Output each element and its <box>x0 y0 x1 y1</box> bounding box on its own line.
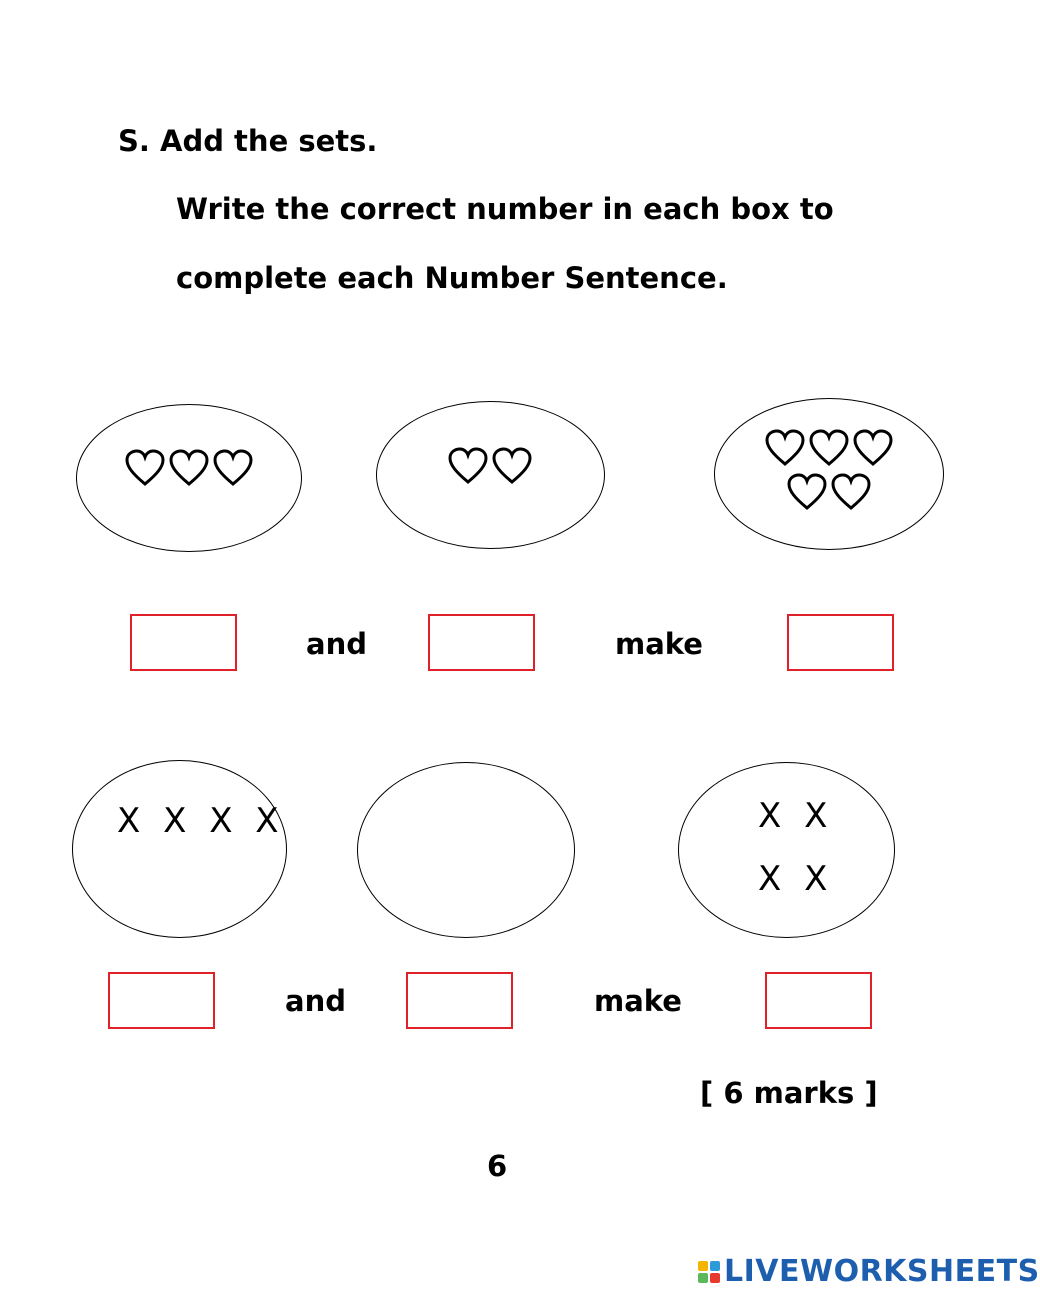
cross-group-row2-3-bottom: X X <box>758 859 834 899</box>
heart-group-row1-2 <box>446 446 534 486</box>
word-and-row2: and <box>285 984 346 1018</box>
word-and-row1: and <box>306 627 367 661</box>
heart-group-row1-3-top <box>763 428 895 468</box>
heart-group-row1-3-bottom <box>785 472 873 512</box>
answer-box-row2-2[interactable] <box>406 972 513 1029</box>
answer-box-row2-1[interactable] <box>108 972 215 1029</box>
heart-icon <box>785 472 829 512</box>
cross-group-row2-1: X X X X <box>117 801 285 841</box>
instruction-line-2: complete each Number Sentence. <box>176 261 728 295</box>
marks-label: [ 6 marks ] <box>700 1076 878 1110</box>
heart-icon <box>167 448 211 488</box>
set-oval-row2-2 <box>357 762 575 938</box>
cross-group-row2-3-top: X X <box>758 796 834 836</box>
brand-logo <box>698 1254 1040 1289</box>
heart-icon <box>123 448 167 488</box>
word-make-row1: make <box>615 627 703 661</box>
answer-box-row1-2[interactable] <box>428 614 535 671</box>
heart-icon <box>829 472 873 512</box>
liveworksheets-logo-icon <box>698 1261 720 1283</box>
heart-icon <box>490 446 534 486</box>
heart-icon <box>807 428 851 468</box>
heart-group-row1-1 <box>123 448 255 488</box>
set-oval-row2-1 <box>72 760 287 938</box>
answer-box-row1-3[interactable] <box>787 614 894 671</box>
question-title: S. Add the sets. <box>118 124 378 158</box>
heart-icon <box>446 446 490 486</box>
brand-name: LIVEWORKSHEETS <box>724 1254 1040 1289</box>
answer-box-row1-1[interactable] <box>130 614 237 671</box>
set-oval-row2-3 <box>678 762 895 938</box>
heart-icon <box>211 448 255 488</box>
heart-icon <box>851 428 895 468</box>
answer-box-row2-3[interactable] <box>765 972 872 1029</box>
page-number: 6 <box>487 1149 508 1183</box>
word-make-row2: make <box>594 984 682 1018</box>
instruction-line-1: Write the correct number in each box to <box>176 192 834 226</box>
heart-icon <box>763 428 807 468</box>
